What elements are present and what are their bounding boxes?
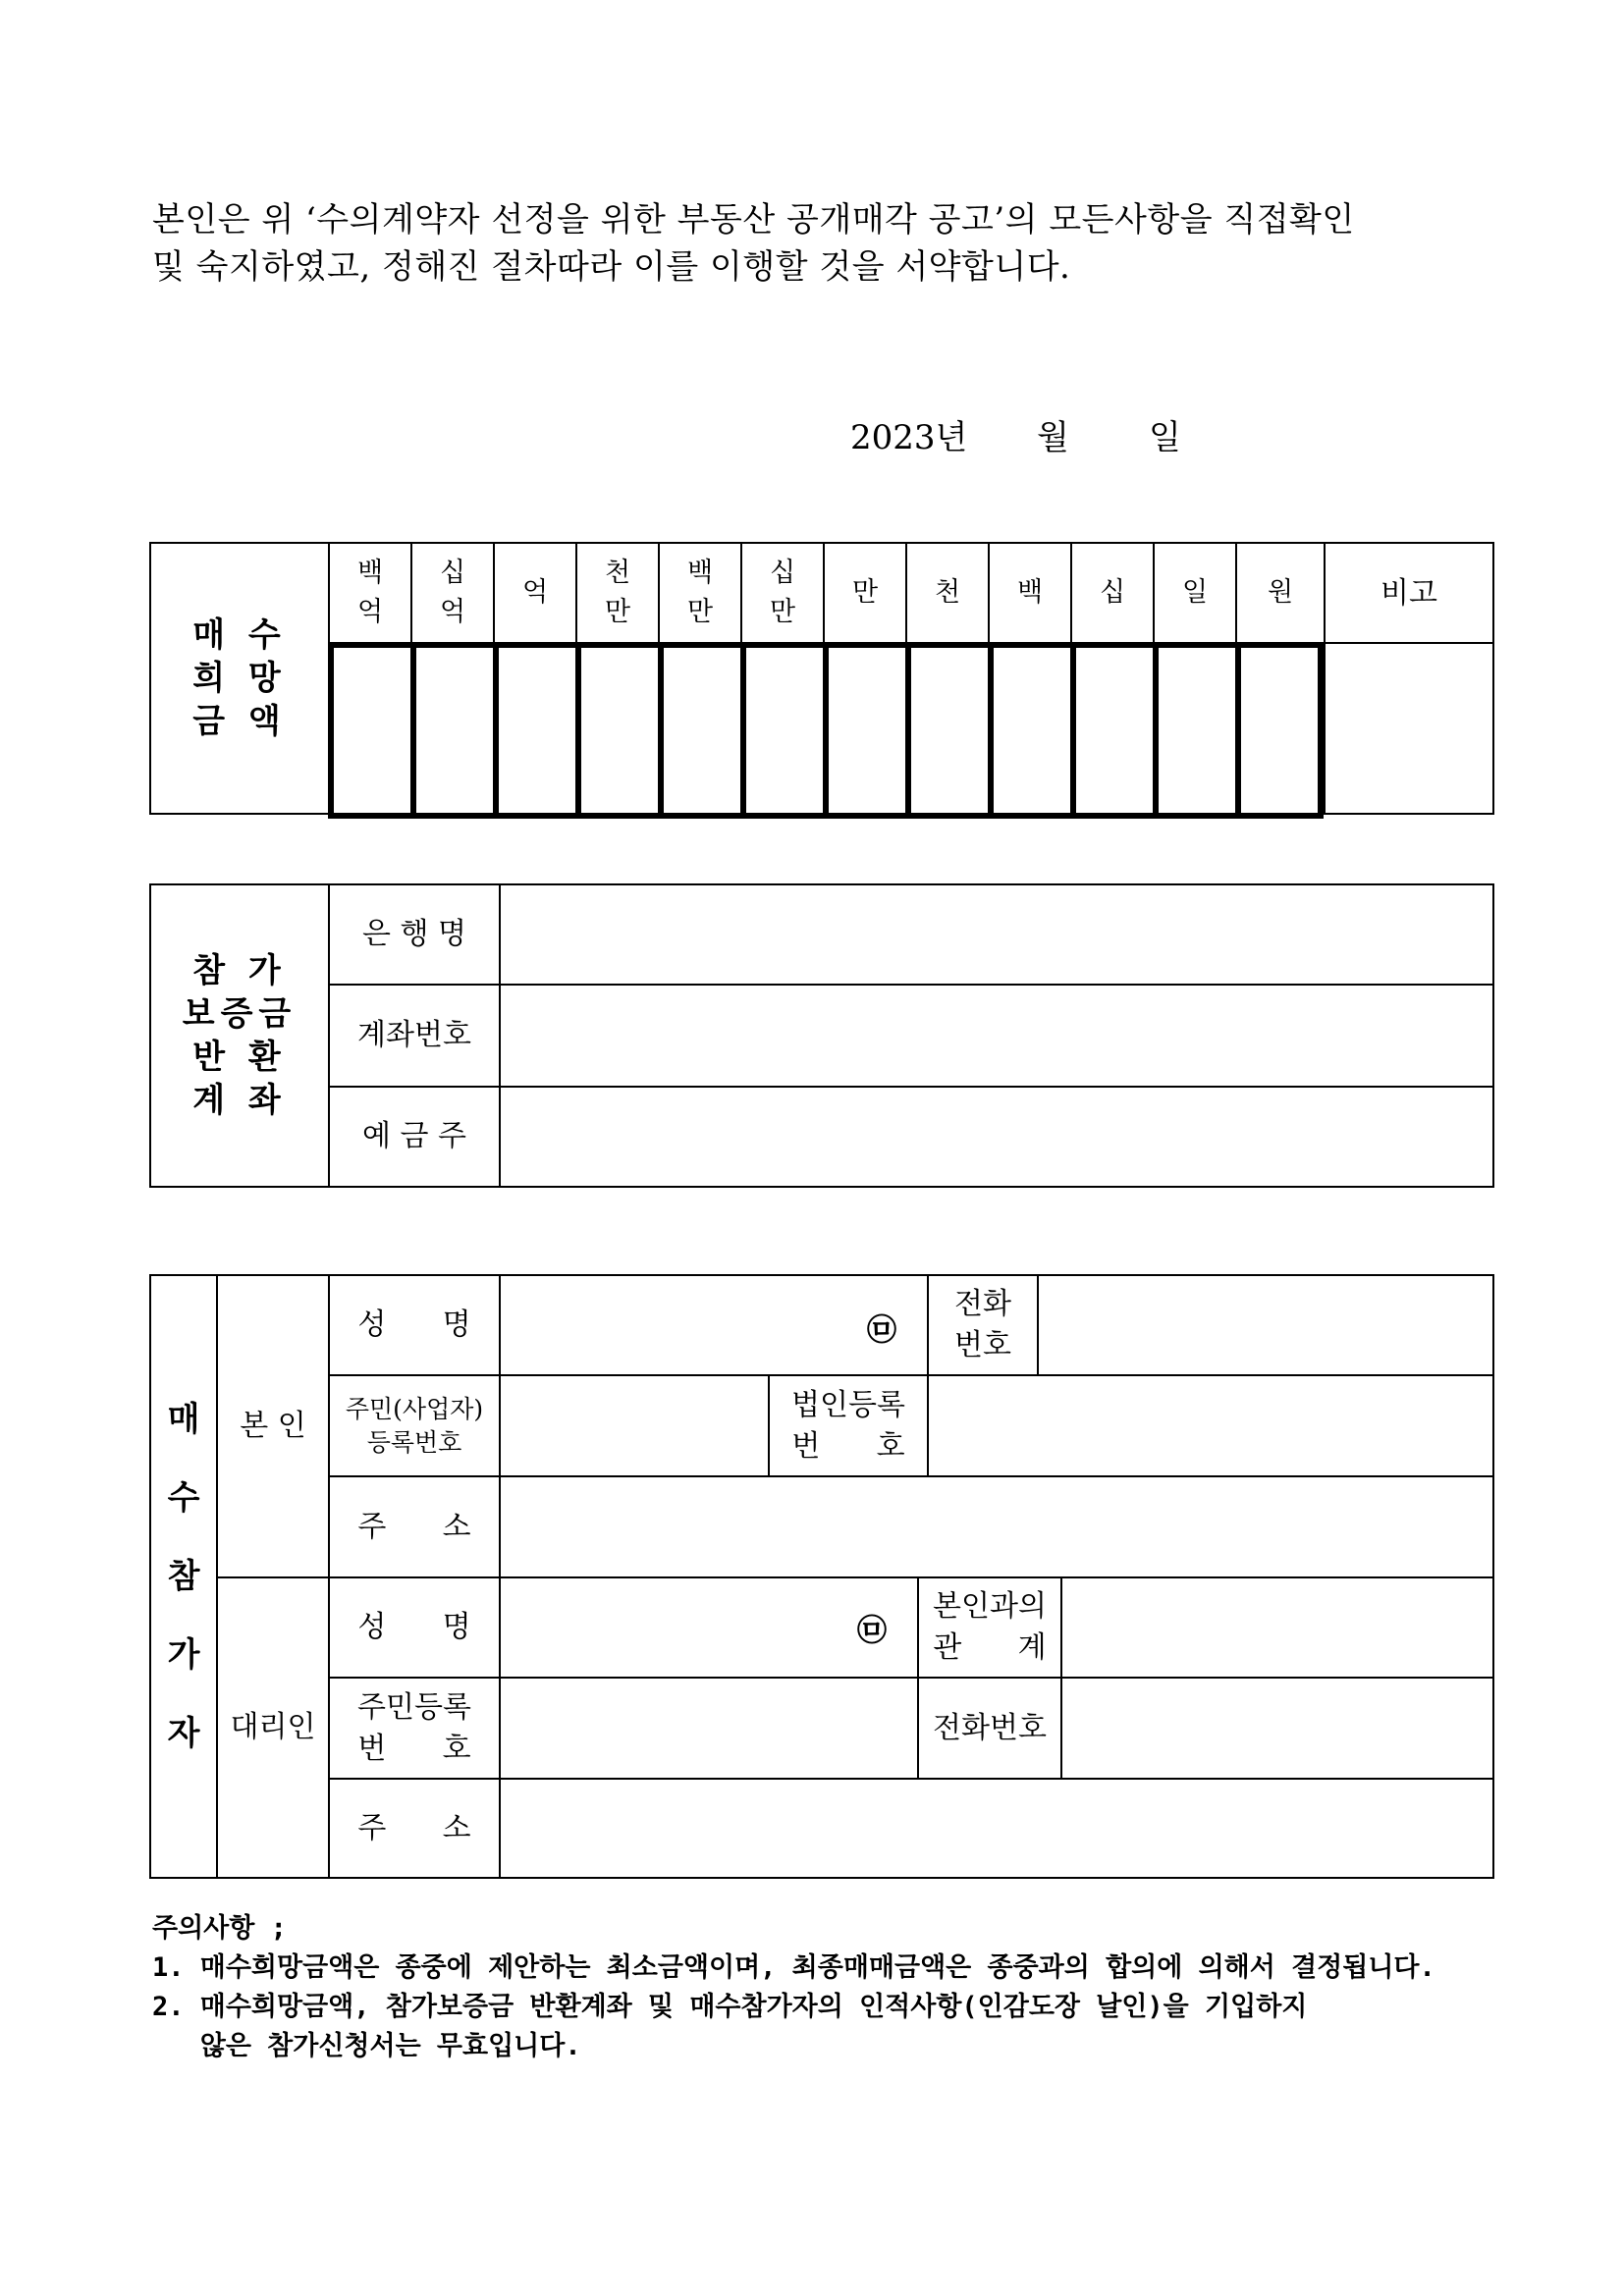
agent-section-label: 대리인 — [230, 1710, 316, 1744]
account-holder-field[interactable] — [501, 1088, 1492, 1186]
unit-sibman: 십 만 — [769, 558, 796, 627]
self-address-field[interactable] — [501, 1477, 1492, 1576]
note-item-2: 2. 매수희망금액, 참가보증금 반환계좌 및 매수참가자의 인적사항(인감도장 날인)을 기입하지 — [152, 1992, 1308, 2022]
unit-cheonman: 천 만 — [604, 558, 631, 627]
buyer-participant-label: 매 수 참 가 자 — [167, 1400, 200, 1753]
self-name-label: 성 명 — [357, 1308, 471, 1342]
unit-cheon: 천 — [934, 577, 961, 608]
account-number-label: 계좌번호 — [357, 1018, 471, 1052]
unit-baekman: 백 만 — [686, 558, 714, 627]
self-address-label: 주 소 — [357, 1509, 471, 1544]
self-section-label: 본 인 — [240, 1409, 306, 1443]
account-number-field[interactable] — [501, 986, 1492, 1086]
unit-man: 만 — [851, 577, 879, 608]
self-phone-label: 전화 번호 — [954, 1287, 1011, 1362]
digit-box-baek[interactable] — [988, 642, 1076, 819]
pledge-line-2: 및 숙지하였고, 정해진 절차따라 이를 이행할 것을 서약합니다. — [152, 247, 1071, 287]
digit-box-man[interactable] — [823, 642, 911, 819]
seal-mark-icon: ㉤ — [857, 1614, 887, 1648]
unit-baekeok: 백 억 — [356, 558, 384, 627]
agent-address-label: 주 소 — [357, 1810, 471, 1845]
digit-box-sip[interactable] — [1070, 642, 1159, 819]
digit-box-won[interactable] — [1235, 642, 1324, 819]
agent-phone-field[interactable] — [1062, 1679, 1492, 1778]
agent-phone-label: 전화번호 — [933, 1710, 1047, 1745]
self-reg-no-label: 주민(사업자) 등록번호 — [345, 1394, 484, 1457]
remark-field[interactable] — [1326, 644, 1492, 813]
date-month: 월 — [1037, 418, 1069, 457]
unit-sip: 십 — [1099, 577, 1126, 608]
agent-reg-no-field[interactable] — [501, 1679, 917, 1778]
note-item-1: 1. 매수희망금액은 종중에 제안하는 최소금액이며, 최종매매금액은 종중과의 합의에 의해서 결정됩니다. — [152, 1952, 1435, 1983]
pledge-text — [152, 196, 1488, 291]
refund-account-label: 참 가 보증금 반 환 계 좌 — [182, 951, 298, 1120]
self-phone-field[interactable] — [1039, 1276, 1492, 1374]
digit-box-il[interactable] — [1153, 642, 1241, 819]
amount-label: 매 수 희 망 금 액 — [192, 615, 287, 741]
unit-eok: 억 — [521, 577, 549, 608]
notes — [152, 1909, 1527, 2066]
unit-baek: 백 — [1016, 577, 1044, 608]
date-year: 2023년 — [850, 418, 968, 457]
pledge-line-1: 본인은 위 ‘수의계약자 선정을 위한 부동산 공개매각 공고’의 모든사항을 직접확인 — [152, 200, 1355, 240]
digit-box-baekman[interactable] — [658, 642, 746, 819]
unit-won: 원 — [1267, 577, 1294, 608]
agent-reg-no-label: 주민등록 번 호 — [357, 1689, 471, 1766]
self-reg-no-field[interactable] — [501, 1376, 768, 1475]
corp-reg-no-label: 법인등록 번 호 — [791, 1387, 905, 1464]
unit-il: 일 — [1181, 577, 1209, 608]
agent-name-label: 성 명 — [357, 1610, 471, 1644]
unit-sibeok: 십 억 — [439, 558, 466, 627]
remark-label: 비고 — [1380, 576, 1437, 611]
bank-name-field[interactable] — [501, 885, 1492, 984]
corp-reg-no-field[interactable] — [929, 1376, 1492, 1475]
account-holder-label: 예 금 주 — [361, 1119, 466, 1153]
digit-box-cheon[interactable] — [905, 642, 994, 819]
seal-mark-icon: ㉤ — [867, 1313, 896, 1348]
agent-relation-field[interactable] — [1062, 1578, 1492, 1677]
agent-address-field[interactable] — [501, 1780, 1492, 1877]
note-item-2-continued: 않은 참가신청서는 무효입니다. — [152, 2031, 581, 2061]
digit-box-sibman[interactable] — [740, 642, 829, 819]
date-day: 일 — [1149, 418, 1181, 457]
digit-box-eok[interactable] — [493, 642, 581, 819]
digit-box-baekeok[interactable] — [328, 642, 416, 819]
agent-relation-label: 본인과의 관 계 — [933, 1589, 1047, 1665]
digit-box-sibeok[interactable] — [410, 642, 499, 819]
bank-name-label: 은 행 명 — [361, 917, 466, 951]
digit-box-cheonman[interactable] — [575, 642, 664, 819]
notes-title: 주의사항 ; — [152, 1913, 287, 1944]
